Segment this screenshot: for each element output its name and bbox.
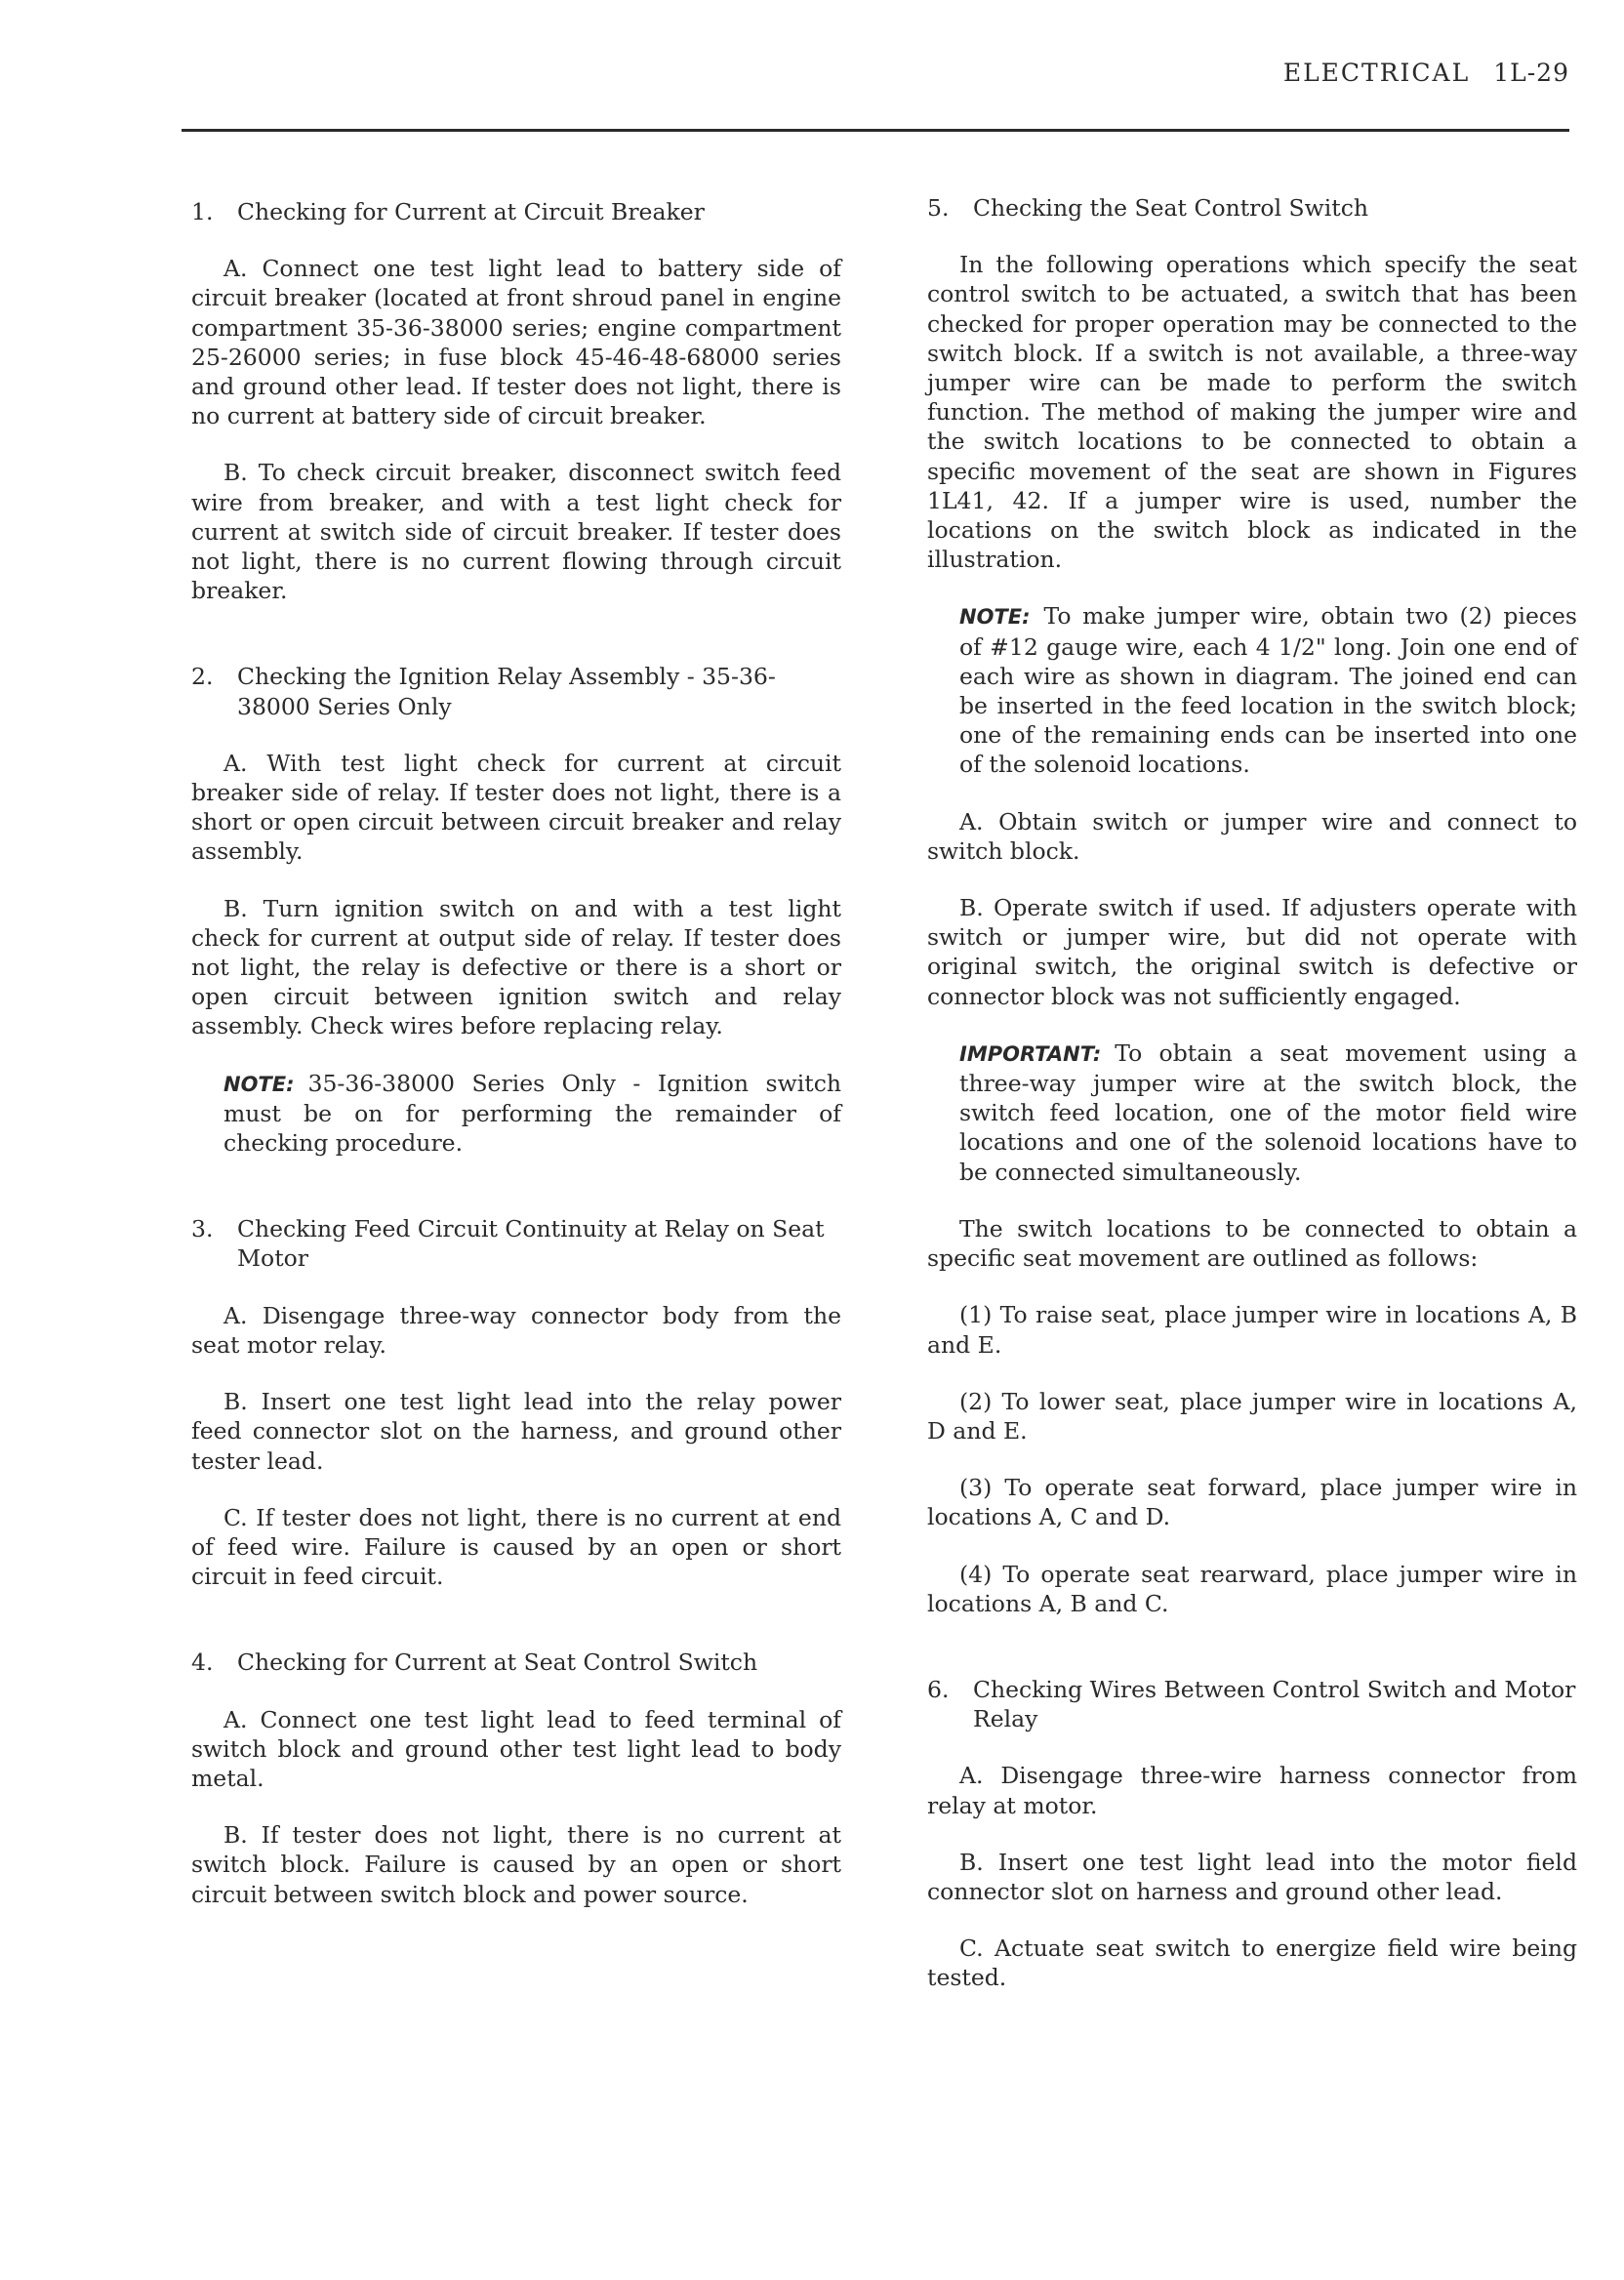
paragraph: A. Disengage three-way connector body from the seat motor relay. bbox=[191, 1301, 841, 1359]
list-item: (2) To lower seat, place jumper wire in locations A, D and E. bbox=[927, 1387, 1577, 1445]
paragraph: A. Disengage three-wire harness connector from relay at motor. bbox=[927, 1762, 1577, 1819]
paragraph: C. Actuate seat switch to energize field wire being tested. bbox=[927, 1934, 1577, 1992]
page-number: 1L-29 bbox=[1493, 59, 1569, 87]
paragraph: A. Connect one test light lead to feed terminal of switch block and ground other test light lead to body metal. bbox=[191, 1705, 841, 1792]
paragraph: C. If tester does not light, there is no current at end of feed wire. Failure is caused by an open or short circuit in feed circuit. bbox=[191, 1503, 841, 1591]
paragraph: B. Insert one test light lead into the motor field connector slot on harness and ground other lead. bbox=[927, 1848, 1577, 1905]
list-item: (4) To operate seat rearward, place jumper wire in locations A, B and C. bbox=[927, 1560, 1577, 1617]
header-rule bbox=[182, 129, 1569, 132]
section-2-heading bbox=[191, 662, 841, 720]
important-note bbox=[959, 1038, 1577, 1187]
note-text: To make jumper wire, obtain two (2) pieces of #12 gauge wire, each 4 1/2" long. Join one end of each wire as shown in diagram. The joined end can be inserted in the feed location in the switch block; one of the remaining ends can be inserted into one of the solenoid locations. bbox=[959, 602, 1577, 779]
paragraph: A. With test light check for current at circuit breaker side of relay. If tester does not light, there is a short or open circuit between circuit breaker and relay assembly. bbox=[191, 749, 841, 866]
section-title: Checking Wires Between Control Switch and Motor Relay bbox=[973, 1675, 1576, 1733]
section-3-heading bbox=[191, 1214, 841, 1273]
paragraph: A. Obtain switch or jumper wire and connect to switch block. bbox=[927, 807, 1577, 865]
paragraph: In the following operations which specify the seat control switch to be actuated, a switch that has been checked for proper operation may be connected to the switch block. If a switch is not available, a three-way jumper wire can be made to perform the switch function. The method of making the jumper wire and the switch locations to be connected to obtain a specific movement of the seat are shown in Figures 1L41, 42. If a jumper wire is used, number the locations on the switch block as indicated in the illustration. bbox=[927, 251, 1577, 574]
list-item: (3) To operate seat forward, place jumper wire in locations A, C and D. bbox=[927, 1474, 1577, 1531]
left-column bbox=[191, 193, 841, 1909]
list-item: (1) To raise seat, place jumper wire in locations A, B and E. bbox=[927, 1301, 1577, 1359]
section-number: 4. bbox=[191, 1649, 214, 1677]
section-title: Checking Feed Circuit Continuity at Relay on Seat Motor bbox=[237, 1215, 825, 1273]
section-title: ELECTRICAL bbox=[1282, 59, 1471, 87]
section-1-heading bbox=[191, 197, 841, 226]
page-header bbox=[0, 59, 1569, 87]
note-text: 35-36-38000 Series Only - Ignition switch must be on for performing the remainder of checking procedure. bbox=[223, 1069, 841, 1158]
section-number: 3. bbox=[191, 1215, 214, 1243]
note-label: NOTE: bbox=[959, 605, 1031, 630]
note bbox=[223, 1069, 841, 1159]
paragraph: B. Insert one test light lead into the relay power feed connector slot on the harness, and ground other tester lead. bbox=[191, 1388, 841, 1475]
section-number: 5. bbox=[927, 194, 950, 222]
note-label: NOTE: bbox=[223, 1072, 295, 1096]
section-number: 6. bbox=[927, 1675, 950, 1703]
section-title: Checking for Current at Seat Control Switch bbox=[237, 1649, 758, 1677]
section-4-heading bbox=[191, 1648, 841, 1677]
paragraph: B. Turn ignition switch on and with a test light check for current at output side of relay. If tester does not light, the relay is defective or there is a short or open circuit between ignition switch and relay assembly. Check wires before replacing relay. bbox=[191, 894, 841, 1040]
paragraph: B. To check circuit breaker, disconnect switch feed wire from breaker, and with a test light check for current at switch side of circuit breaker. If tester does not light, there is no current flowing through circuit breaker. bbox=[191, 459, 841, 605]
section-number: 2. bbox=[191, 663, 214, 691]
section-5-heading bbox=[927, 193, 1577, 223]
paragraph: The switch locations to be connected to obtain a specific seat movement are outlined as follows: bbox=[927, 1214, 1577, 1273]
important-text: To obtain a seat movement using a three-way jumper wire at the switch block, the switch feed location, one of the motor field wire locations and one of the solenoid locations have to be connected simultaneously. bbox=[959, 1038, 1577, 1186]
paragraph: B. If tester does not light, there is no current at switch block. Failure is caused by an open or short circuit between switch block and power source. bbox=[191, 1821, 841, 1908]
note bbox=[959, 601, 1577, 779]
section-title: Checking for Current at Circuit Breaker bbox=[237, 198, 705, 225]
section-6-heading bbox=[927, 1675, 1577, 1733]
section-title: Checking the Seat Control Switch bbox=[973, 194, 1369, 222]
section-number: 1. bbox=[191, 198, 214, 225]
paragraph: A. Connect one test light lead to battery side of circuit breaker (located at front shroud panel in engine compartment 35-36-38000 series; engine compartment 25-26000 series; in fuse block 45-46-48-68000 series and ground other lead. If tester does not light, there is no current at battery side of circuit breaker. bbox=[191, 255, 841, 430]
right-column bbox=[927, 193, 1577, 1993]
section-title: Checking the Ignition Relay Assembly - 35-36-38000 Series Only bbox=[237, 663, 776, 720]
important-label: IMPORTANT: bbox=[959, 1041, 1102, 1066]
paragraph: B. Operate switch if used. If adjusters operate with switch or jumper wire, but did not operate with original switch, the original switch is defective or connector block was not sufficiently engaged. bbox=[927, 894, 1577, 1010]
